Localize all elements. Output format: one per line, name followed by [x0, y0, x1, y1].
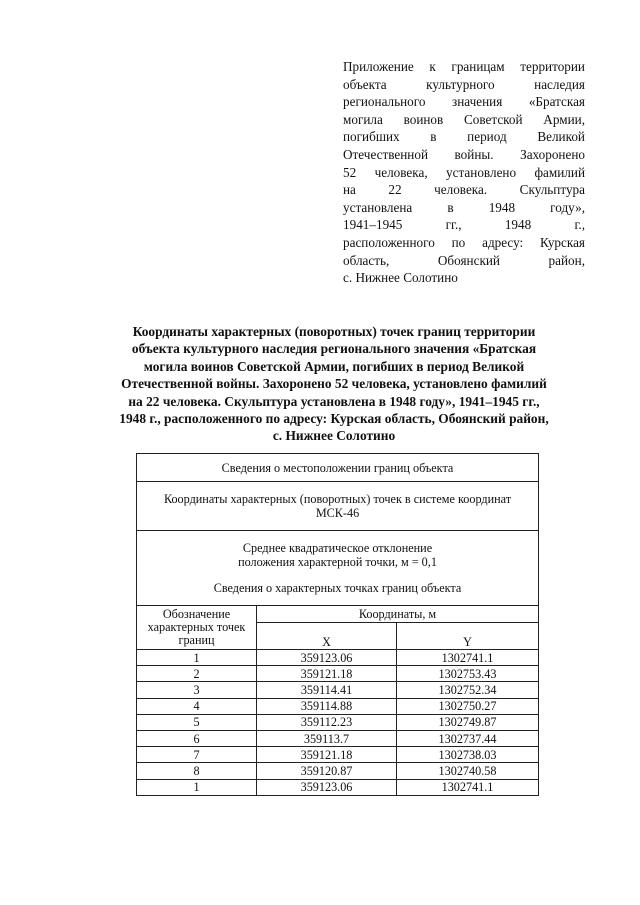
table-row: [137, 714, 539, 730]
designation-line: границ: [178, 633, 215, 647]
point-x: 359112.23: [257, 714, 397, 730]
location-header: Сведения о местоположении границ объекта: [137, 454, 539, 482]
point-y: 1302749.87: [397, 714, 539, 730]
point-x: 359114.41: [257, 682, 397, 698]
accuracy-cell: [137, 531, 539, 606]
point-id: 6: [137, 730, 257, 746]
point-y: 1302752.34: [397, 682, 539, 698]
point-id: 8: [137, 763, 257, 779]
point-y: 1302738.03: [397, 747, 539, 763]
point-y: 1302740.58: [397, 763, 539, 779]
title-line: могила воинов Советской Армии, погибших в период Великой: [143, 358, 525, 374]
designation-line: Обозначение: [162, 607, 231, 621]
appendix-line: погибших в период Великой: [343, 129, 585, 145]
table-row: [137, 779, 539, 795]
appendix-note: [343, 58, 585, 287]
point-x: 359121.18: [257, 747, 397, 763]
point-id: 1: [137, 779, 257, 795]
point-id: 4: [137, 698, 257, 714]
point-id: 1: [137, 650, 257, 666]
appendix-line: 1941–1945 гг., 1948 г.,: [343, 217, 585, 233]
table-row: [137, 730, 539, 746]
appendix-line: объекта культурного наследия: [343, 76, 585, 92]
coord-system-line: Координаты характерных (поворотных) точек в системе координат: [163, 492, 512, 506]
table-row: [137, 682, 539, 698]
point-id: 3: [137, 682, 257, 698]
appendix-line: область, Обоянский район,: [343, 252, 585, 268]
point-x: 359114.88: [257, 698, 397, 714]
coord-system-cell: [137, 482, 539, 531]
coord-system-line: МСК-46: [315, 506, 360, 520]
table-row: [137, 666, 539, 682]
point-y: 1302741.1: [397, 650, 539, 666]
designation-line: характерных точек: [147, 620, 246, 634]
table-row: [137, 698, 539, 714]
appendix-line: 52 человека, установлено фамилий: [343, 164, 585, 180]
title-line: на 22 человека. Скульптура установлена в 1948 году», 1941–1945 гг.,: [128, 393, 540, 409]
table-row: [137, 747, 539, 763]
point-y: 1302741.1: [397, 779, 539, 795]
point-x: 359113.7: [257, 730, 397, 746]
point-id: 2: [137, 666, 257, 682]
coords-header: Координаты, м: [257, 606, 539, 623]
title-line: Отечественной войны. Захоронено 52 человека, установлено фамилий: [121, 376, 547, 392]
appendix-line: на 22 человека. Скульптура: [343, 182, 585, 198]
point-x: 359120.87: [257, 763, 397, 779]
point-y: 1302737.44: [397, 730, 539, 746]
point-id: 7: [137, 747, 257, 763]
y-header: Y: [397, 623, 539, 650]
appendix-line: с. Нижнее Солотино: [343, 270, 458, 286]
appendix-line: установлена в 1948 году»,: [343, 199, 585, 215]
table-row: [137, 650, 539, 666]
point-x: 359123.06: [257, 779, 397, 795]
title-line: объекта культурного наследия регионального значения «Братская: [131, 341, 537, 357]
x-header: X: [257, 623, 397, 650]
document-title: [96, 323, 572, 445]
title-line: Координаты характерных (поворотных) точек границ территории: [132, 324, 536, 339]
point-y: 1302753.43: [397, 666, 539, 682]
appendix-line: расположенного по адресу: Курская: [343, 234, 585, 250]
points-info: Сведения о характерных точках границ объекта: [213, 581, 462, 595]
appendix-line: регионального значения «Братская: [343, 94, 585, 110]
point-y: 1302750.27: [397, 698, 539, 714]
title-line: 1948 г., расположенного по адресу: Курская область, Обоянский район,: [119, 411, 549, 427]
accuracy-line: Среднее квадратическое отклонение: [242, 541, 433, 555]
appendix-line: Отечественной войны. Захоронено: [343, 146, 585, 162]
appendix-line: могила воинов Советской Армии,: [343, 111, 585, 127]
appendix-line: Приложение к границам территории: [343, 59, 585, 74]
accuracy-line: положения характерной точки, м = 0,1: [238, 555, 437, 569]
table-row: [137, 763, 539, 779]
point-x: 359121.18: [257, 666, 397, 682]
point-id: 5: [137, 714, 257, 730]
coordinates-table: [136, 453, 539, 796]
designation-header: [137, 606, 257, 650]
title-line: с. Нижнее Солотино: [272, 428, 396, 444]
point-x: 359123.06: [257, 650, 397, 666]
